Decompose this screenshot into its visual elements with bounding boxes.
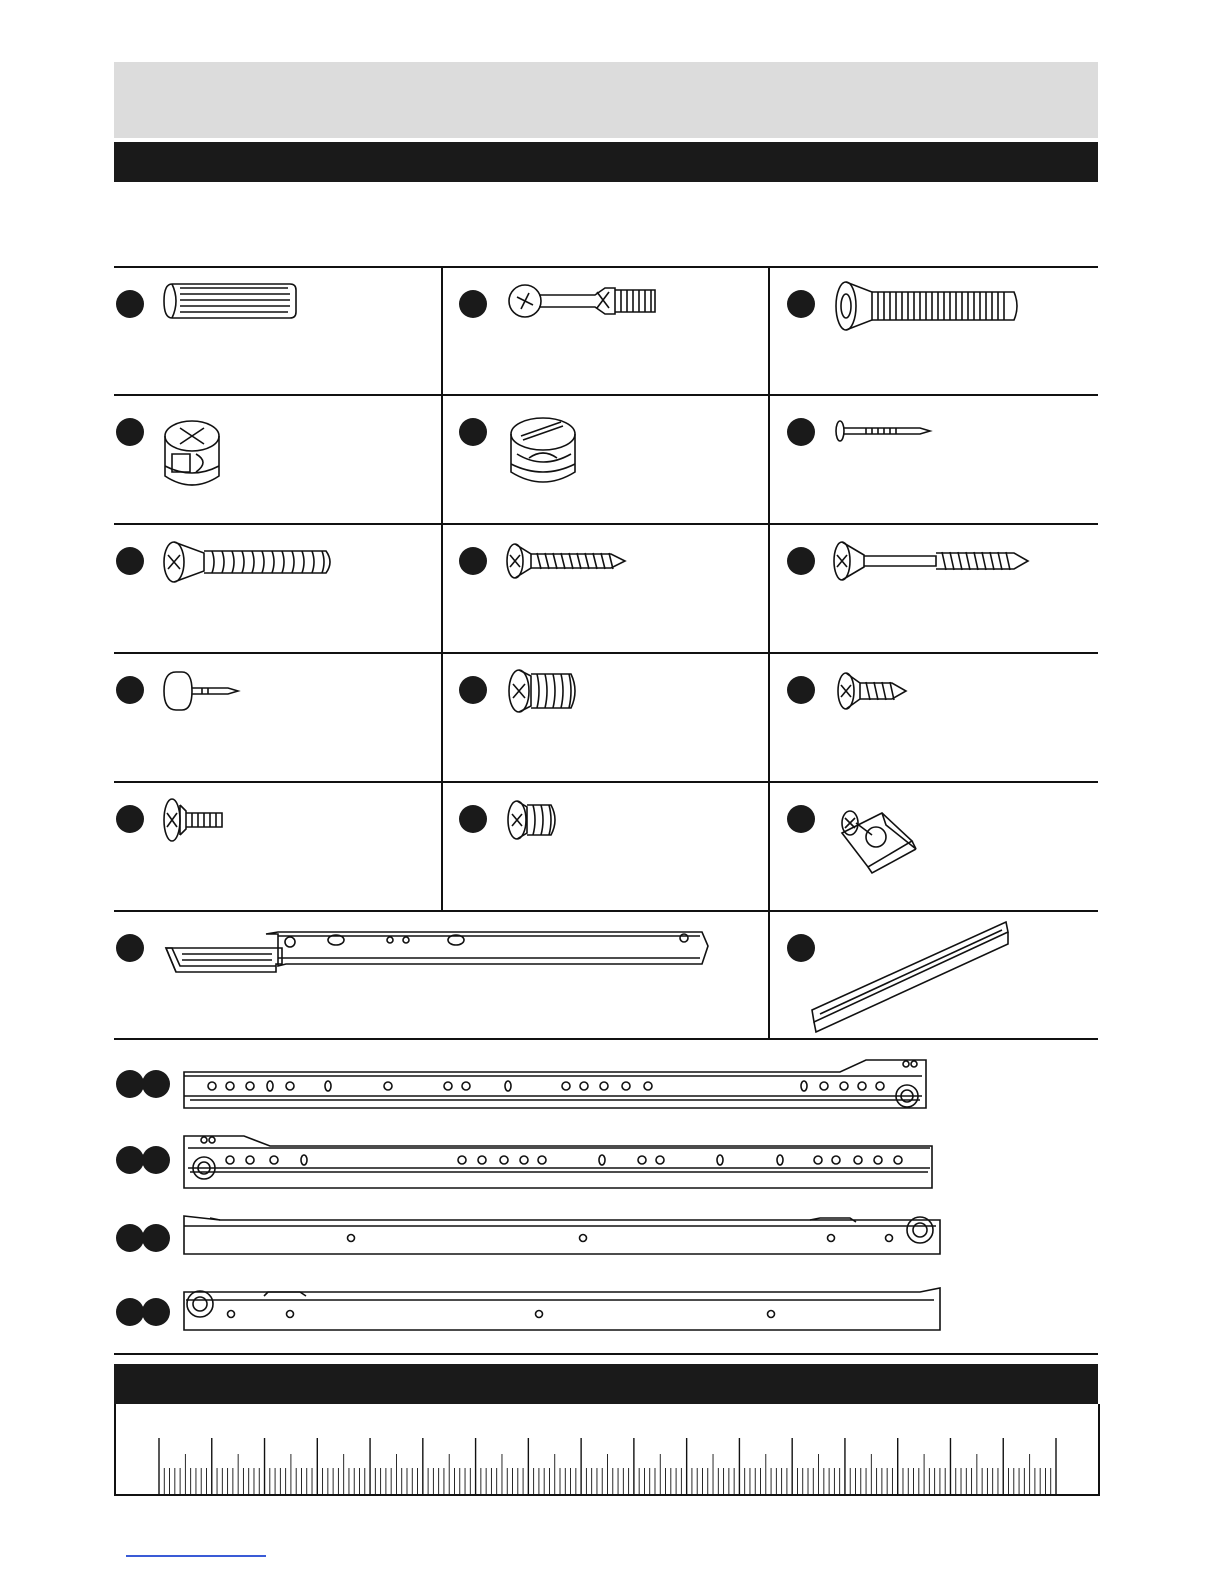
extension-slide-icon	[162, 928, 722, 980]
hardware-cell-cam-lock-2	[443, 396, 768, 523]
part-badge	[459, 805, 487, 833]
part-badge	[459, 547, 487, 575]
screw-icon	[832, 539, 1032, 583]
screw-icon	[162, 795, 232, 845]
cam-lock-icon	[507, 414, 583, 490]
hardware-cell-extension-slide	[114, 912, 768, 1038]
intro-area	[114, 208, 1098, 248]
drawer-rail-icon	[180, 1054, 932, 1114]
part-badge	[459, 290, 487, 318]
part-badge	[142, 1224, 170, 1252]
footer-link-underline[interactable]	[126, 1555, 266, 1557]
part-badge	[116, 290, 144, 318]
part-badge	[116, 547, 144, 575]
hardware-cell-cam-bolt	[443, 268, 768, 394]
part-badge	[116, 934, 144, 962]
ruler-header-bar	[114, 1364, 1098, 1404]
part-badge	[142, 1146, 170, 1174]
hardware-cell-corner-block	[770, 783, 1098, 910]
rail-row-cabinet-1	[114, 1208, 1098, 1268]
part-badge	[116, 1070, 144, 1098]
part-badge	[459, 418, 487, 446]
hardware-cell-dowel	[114, 268, 441, 394]
section-header-bar	[114, 142, 1098, 182]
title-band	[114, 62, 1098, 138]
part-badge	[116, 1146, 144, 1174]
cam-lock-icon	[162, 416, 228, 492]
ruler-frame	[114, 1404, 1100, 1496]
hardware-cell-machine-screw	[114, 783, 441, 910]
part-badge	[459, 676, 487, 704]
grid-line	[114, 1353, 1098, 1355]
hardware-cell-short-screw	[770, 654, 1098, 781]
rail-row-drawer-2	[114, 1128, 1098, 1188]
hardware-cell-euro-screw-short	[443, 654, 768, 781]
rail-row-drawer-1	[114, 1048, 1098, 1108]
part-badge	[116, 676, 144, 704]
hardware-cell-wood-strip	[770, 912, 1098, 1038]
drawer-rail-icon	[180, 1130, 942, 1190]
hardware-cell-euro-screw-long	[114, 525, 441, 652]
hardware-cell-wood-screw-long	[770, 525, 1098, 652]
part-badge	[116, 1298, 144, 1326]
part-badge	[787, 547, 815, 575]
part-badge	[142, 1070, 170, 1098]
part-badge	[787, 418, 815, 446]
nail-icon	[834, 418, 934, 444]
long-bolt-icon	[832, 278, 1028, 334]
part-badge	[116, 805, 144, 833]
cabinet-rail-icon	[180, 1286, 944, 1334]
rail-row-cabinet-2	[114, 1286, 1098, 1346]
part-badge	[787, 290, 815, 318]
part-badge	[116, 418, 144, 446]
screw-icon	[505, 666, 585, 716]
wood-strip-icon	[810, 918, 1010, 1036]
hardware-cell-cam-lock-1	[114, 396, 441, 523]
hardware-cell-nail	[770, 396, 1098, 523]
grid-line	[114, 1038, 1098, 1040]
cabinet-rail-icon	[180, 1210, 944, 1258]
glide-tack-icon	[162, 668, 242, 714]
screw-icon	[505, 541, 629, 581]
hardware-cell-long-bolt	[770, 268, 1098, 394]
wood-dowel-icon	[162, 280, 302, 322]
screw-icon	[505, 797, 565, 843]
ruler	[116, 1404, 1098, 1494]
screw-icon	[836, 670, 910, 712]
part-badge	[116, 1224, 144, 1252]
part-badge	[787, 676, 815, 704]
corner-block-icon	[832, 793, 922, 877]
part-badge	[787, 805, 815, 833]
hardware-cell-euro-screw-stub	[443, 783, 768, 910]
cam-bolt-icon	[505, 278, 665, 324]
screw-icon	[162, 539, 338, 585]
hardware-cell-wood-screw-medium	[443, 525, 768, 652]
hardware-cell-glide-tack	[114, 654, 441, 781]
part-badge	[142, 1298, 170, 1326]
